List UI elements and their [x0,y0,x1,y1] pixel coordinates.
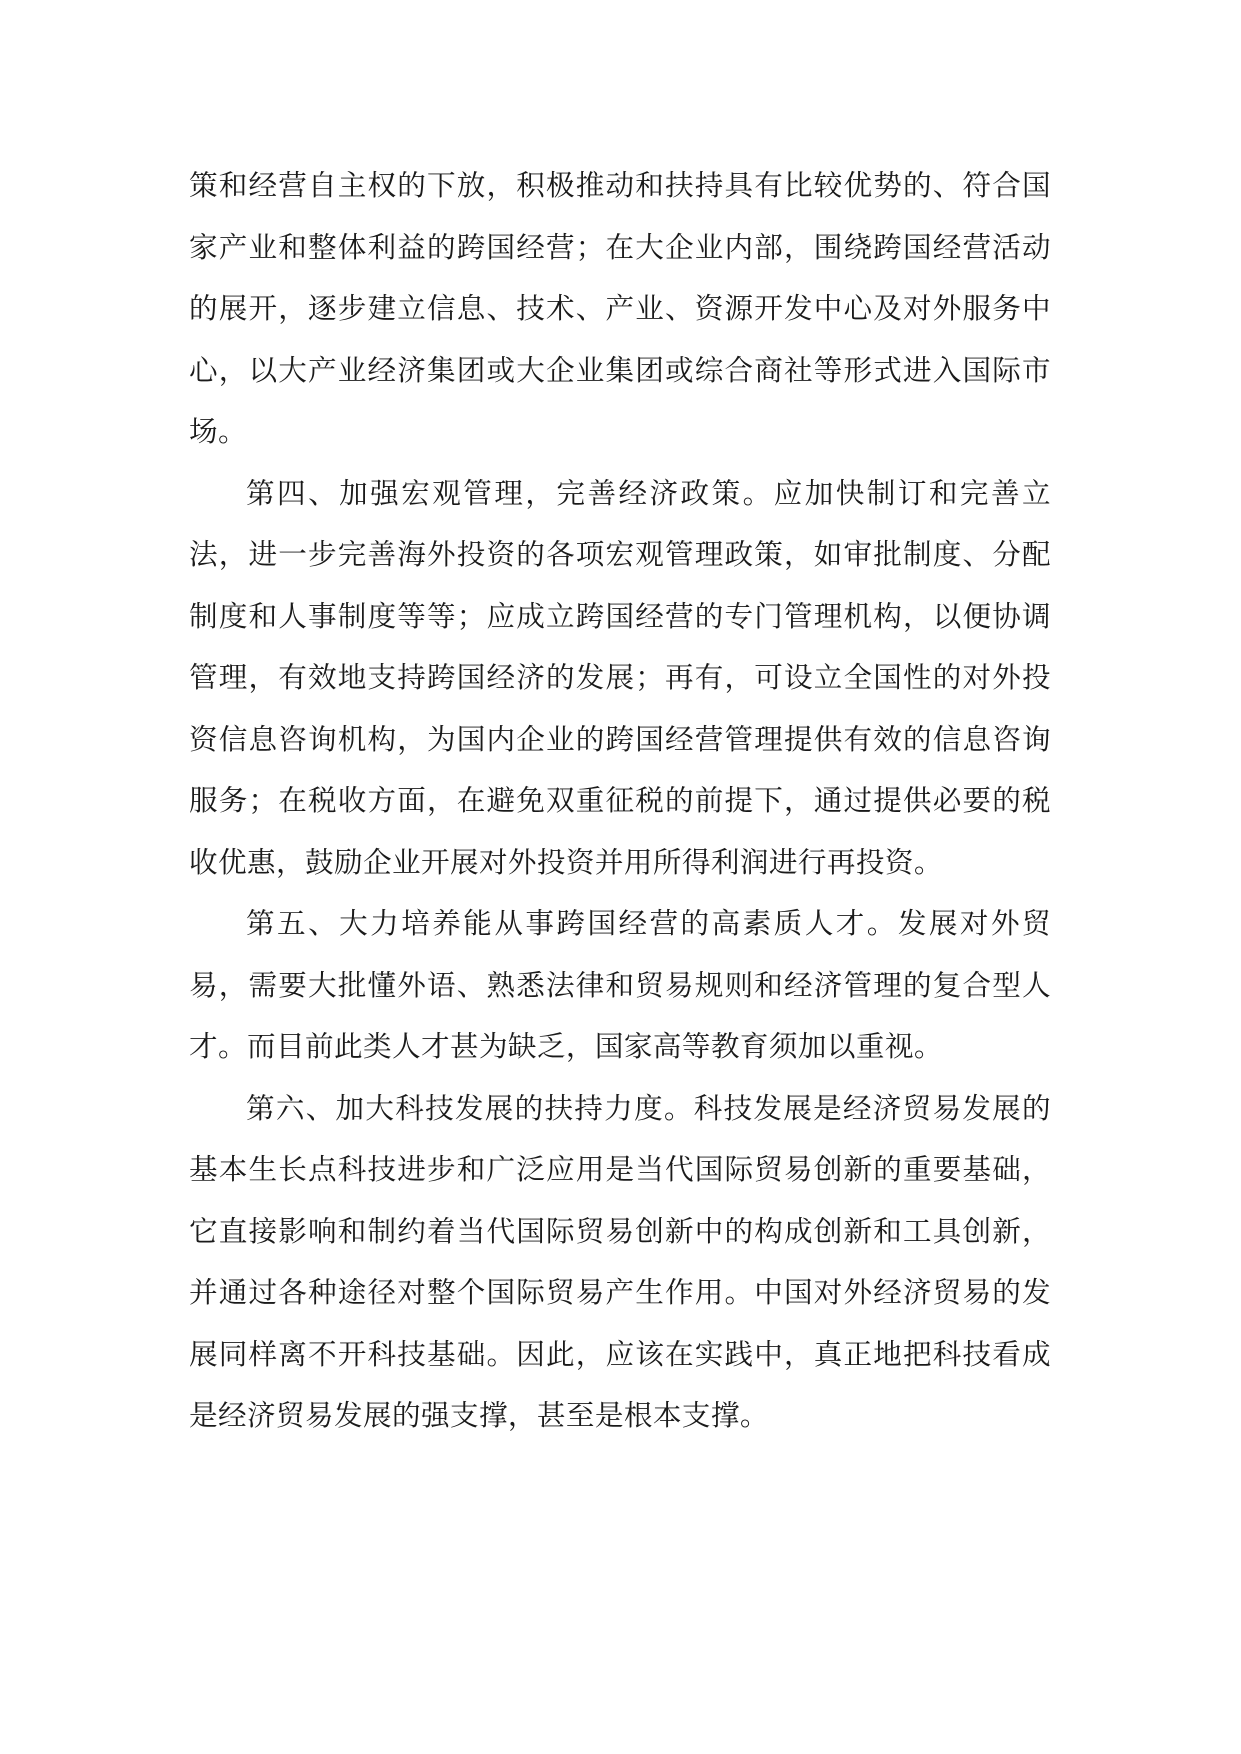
paragraph-talent-training: 第五、大力培养能从事跨国经营的高素质人才。发展对外贸易，需要大批懂外语、熟悉法律和贸易规则和经济管理的复合型人才。而目前此类人才甚为缺乏，国家高等教育须加以重视。 [189,906,1051,1063]
paragraph-technology-support: 第六、加大科技发展的扶持力度。科技发展是经济贸易发展的基本生长点科技进步和广泛应用是当代国际贸易创新的重要基础，它直接影响和制约着当代国际贸易创新中的构成创新和工具创新，并通过各种途径对整个国际贸易产生作用。中国对外经济贸易的发展同样离不开科技基础。因此，应该在实践中，真正地把科技看成是经济贸易发展的强支撑，甚至是根本支撑。 [189,1090,1051,1432]
paragraph-macro-management: 第四、加强宏观管理，完善经济政策。应加快制订和完善立法，进一步完善海外投资的各项宏观管理政策，如审批制度、分配制度和人事制度等等；应成立跨国经营的专门管理机构，以便协调管理，有效地支持跨国经济的发展；再有，可设立全国性的对外投资信息咨询机构，为国内企业的跨国经营管理提供有效的信息咨询服务；在税收方面，在避免双重征税的前提下，通过提供必要的税收优惠，鼓励企业开展对外投资并用所得利润进行再投资。 [189,475,1051,879]
document-body [189,155,1051,1447]
paragraph-continuation: 策和经营自主权的下放，积极推动和扶持具有比较优势的、符合国家产业和整体利益的跨国经营；在大企业内部，围绕跨国经营活动的展开，逐步建立信息、技术、产业、资源开发中心及对外服务中心，以大产业经济集团或大企业集团或综合商社等形式进入国际市场。 [189,168,1051,448]
